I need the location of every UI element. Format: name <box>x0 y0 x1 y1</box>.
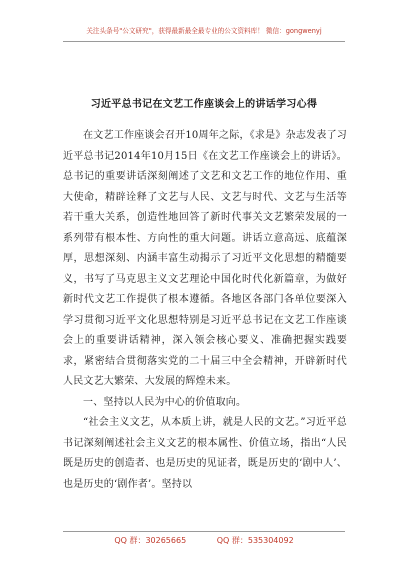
paragraph-section-1: “社会主义文艺，从本质上讲，就是人民的文艺。”习近平总书记深刻阐述社会主义文艺的根本属性、价值立场，指出“人民既是历史的创造者、也是历史的见证者，既是历史的‘剧中人’、也是历史的‘剧作者’。坚持以 <box>63 417 347 490</box>
footer-qq-group-1: QQ 群：30265665 <box>114 536 187 545</box>
section-heading-1: 一、坚持以人民为中心的价值取向。 <box>83 396 247 408</box>
header-banner: 关注头条号"公文研究"，获得最新最全最专业的公文资料库！ 微信：gongwenyj <box>86 27 322 35</box>
document-body <box>63 126 347 495</box>
footer-divider <box>63 531 345 532</box>
document-title: 习近平总书记在文艺工作座谈会上的讲话学习心得 <box>90 99 318 110</box>
footer <box>0 535 408 546</box>
paragraph-intro: 在文艺工作座谈会召开10周年之际，《求是》杂志发表了习近平总书记2014年10月15日《在文艺工作座谈会上的讲话》。总书记的重要讲话深刻阐述了文艺和文艺工作的地位作用、重大使命，精辟诠释了文艺与人民、文艺与时代、文艺与生活等若干重大关系，创造性地回答了新时代事关文艺繁荣发展的一系列带有根本性、方向性的重大问题。讲话立意高远、底蕴深厚，思想深刻、内涵丰富生动揭示了习近平文化思想的精髓要义，书写了马克思主义文艺理论中国化时代化新篇章，为做好新时代文艺工作提供了根本遵循。各地区各部门各单位要深入学习贯彻习近平文化思想特别是习近平总书记在文艺工作座谈会上的重要讲话精神，深入领会核心要义、准确把握实践要求，紧密结合贯彻落实党的二十届三中全会精神，开辟新时代人民文艺大繁荣、大发展的辉煌未来。 <box>63 130 347 387</box>
header-divider <box>63 41 345 42</box>
footer-qq-group-2: QQ 群：535304092 <box>216 536 294 545</box>
